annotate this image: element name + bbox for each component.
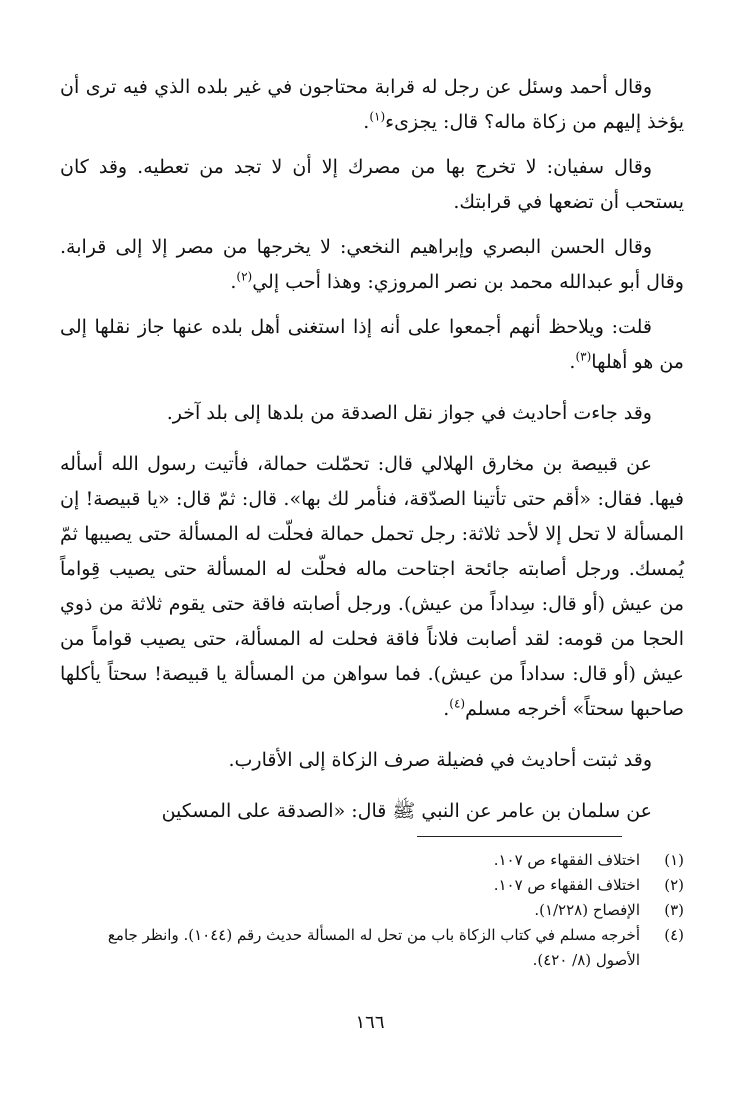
footnote xyxy=(60,873,684,898)
footnote-number: (١) xyxy=(664,851,684,869)
paragraph: وقال سفيان: لا تخرج بها من مصرك إلا أن لا تجد من تعطيه. وقد كان يستحب أن تضعها في قرابتك. xyxy=(60,156,684,213)
footnote-number: (٤) xyxy=(664,926,684,944)
paragraph: وقال أحمد وسئل عن رجل له قرابة محتاجون في غير بلده الذي فيه ترى أن يؤخذ إليهم من زكاة ماله؟ قال: يجزىء$^{(١)}$. xyxy=(60,76,684,133)
paragraph: قلت: ويلاحظ أنهم أجمعوا على أنه إذا استغنى أهل بلده عنها جاز نقلها إلى من هو أهلها$^{(٣)}$. xyxy=(60,316,684,373)
footnotes xyxy=(60,848,684,973)
paragraph: وقد جاءت أحاديث في جواز نقل الصدقة من بلدها إلى بلد آخر. xyxy=(166,402,652,424)
hadith-paragraph: عن قبيصة بن مخارق الهلالي قال: تحمّلت حمالة، فأتيت رسول الله أسأله فيها. فقال: «أقم حتى تأتينا الصدّقة، فنأمر لك بها». قال: ثمّ قال: «يا قبيصة! إن المسألة لا تحل إلا لأحد ثلاثة: رجل تحمل حمالة فحلّت له المسألة حتى يصيبها ثمّ يُمسك. ورجل أصابته جائحة اجتاحت ماله فحلّت له المسألة حتى يصيب قِواماً من عيش (أو قال: سِداداً من عيش). ورجل أصابته فاقة حتى يقوم ثلاثة من ذوي الحجا من قومه: لقد أصابت فلاناً فاقة فحلت له المسألة، حتى يصيب قواماً من عيش (أو قال: سداداً من عيش). فما سواهن من المسألة يا قبيصة! سحتاً يأكلها صاحبها سحتاً» أخرجه مسلم$^{(٤)}$. xyxy=(60,453,684,720)
paragraph: عن سلمان بن عامر عن النبي ﷺ قال: «الصدقة على المسكين xyxy=(161,800,652,822)
footnote-text: أخرجه مسلم في كتاب الزكاة باب من تحل له المسألة حديث رقم (١٠٤٤). وانظر جامع الأصول (٨/ ٤٢٠). xyxy=(107,926,640,969)
footnote xyxy=(60,898,684,923)
footnote-marker: (١) xyxy=(369,109,386,124)
footnote xyxy=(60,848,684,873)
footnote xyxy=(60,923,684,973)
footnote-marker: (٢) xyxy=(236,269,253,284)
footnote-marker: (٣) xyxy=(575,349,592,364)
footnote-divider xyxy=(417,836,622,837)
footnote-text: اختلاف الفقهاء ص ١٠٧. xyxy=(493,876,640,894)
paragraph: وقد ثبتت أحاديث في فضيلة صرف الزكاة إلى الأقارب. xyxy=(228,749,652,771)
footnote-number: (٣) xyxy=(664,901,684,919)
footnote-number: (٢) xyxy=(664,876,684,894)
page-number: ١٦٦ xyxy=(355,1012,385,1033)
footnote-text: اختلاف الفقهاء ص ١٠٧. xyxy=(493,851,640,869)
paragraph: وقال الحسن البصري وإبراهيم النخعي: لا يخرجها من مصر إلا إلى قرابة. وقال أبو عبدالله محمد بن نصر المروزي: وهذا أحب إلي$^{(٢)}$. xyxy=(60,236,684,293)
footnote-text: الإفصاح (١/٢٢٨). xyxy=(534,901,640,919)
footnote-marker: (٤) xyxy=(449,696,466,711)
body-text xyxy=(60,70,684,829)
